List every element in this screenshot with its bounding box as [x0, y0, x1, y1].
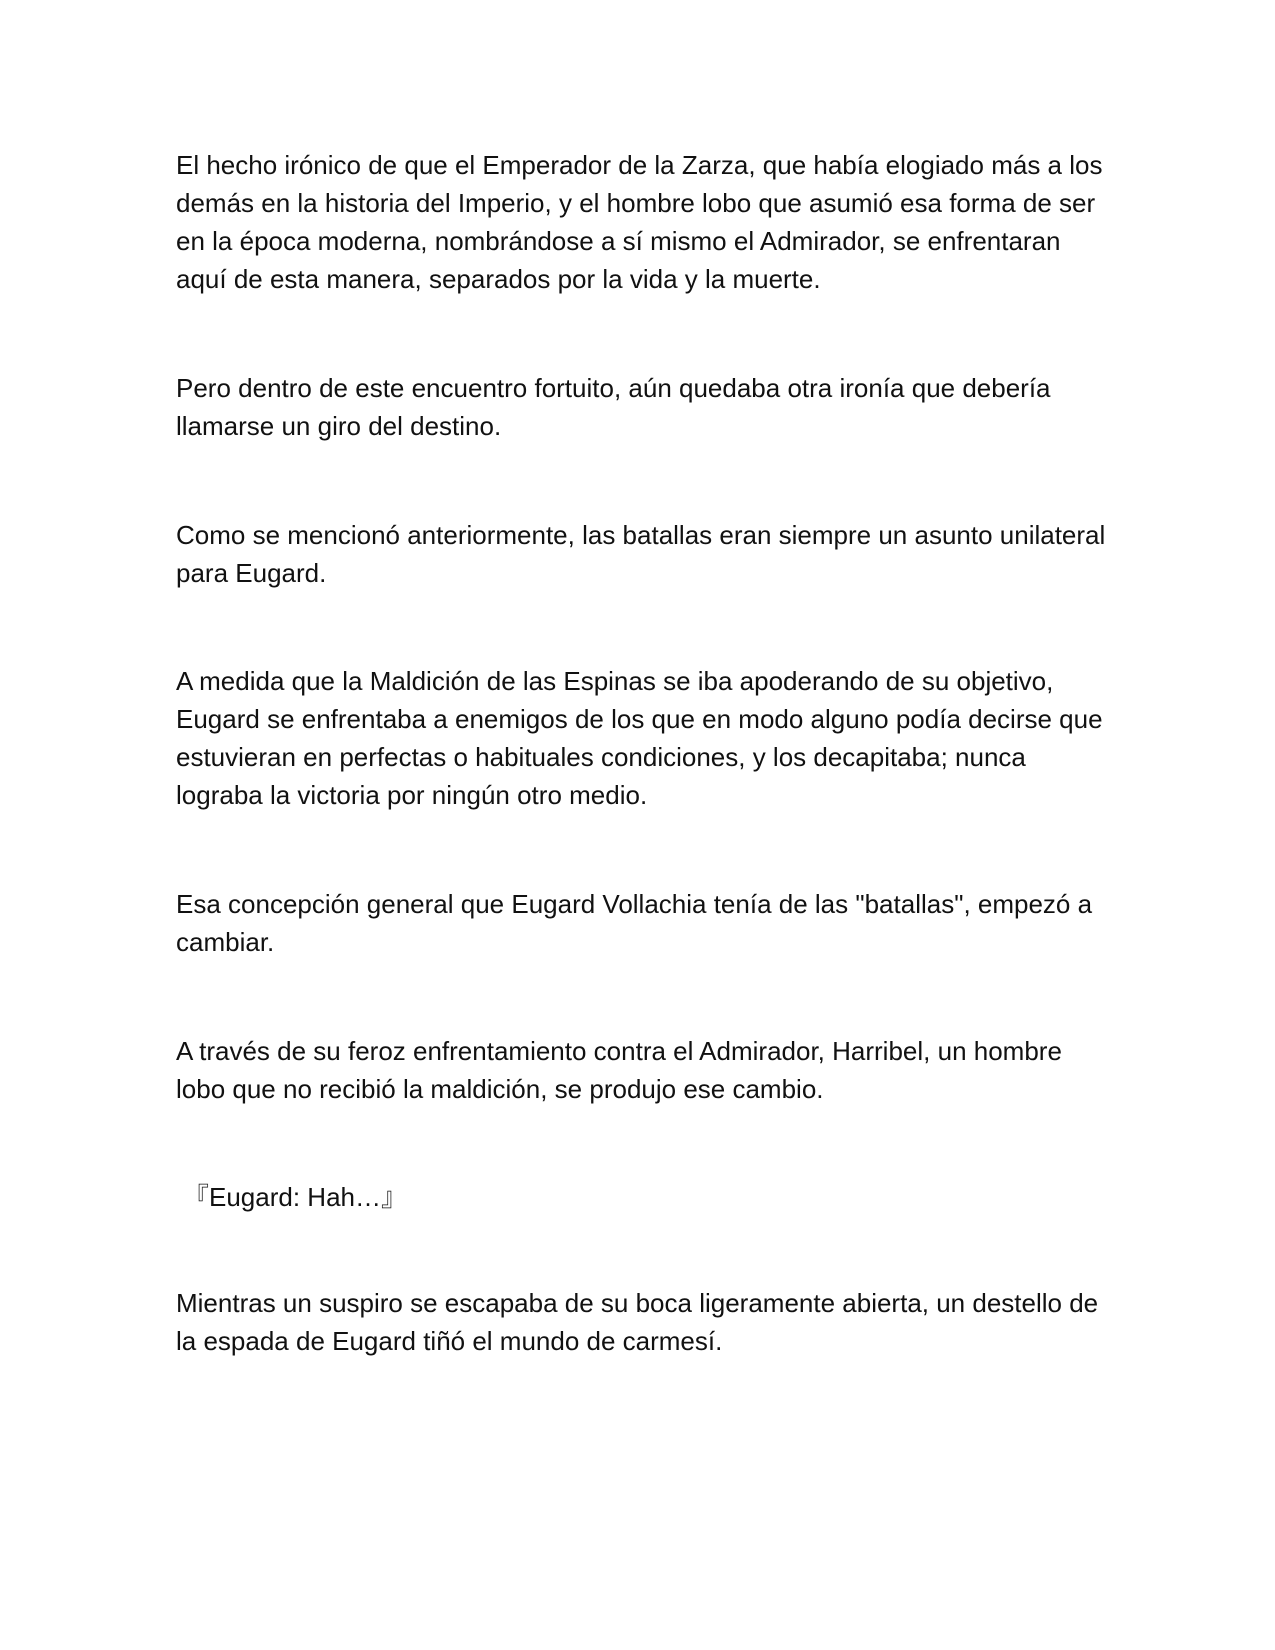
- paragraph-4: A medida que la Maldición de las Espinas se iba apoderando de su objetivo, Eugard se enfrentaba a enemigos de los que en modo alguno podía decirse que estuvieran en perfectas o habituales condiciones, y los decapitaba; nunca lograba la victoria por ningún otro medio.: [176, 666, 1103, 810]
- paragraph-8: Mientras un suspiro se escapaba de su boca ligeramente abierta, un destello de la espada de Eugard tiñó el mundo de carmesí.: [176, 1288, 1099, 1356]
- paragraph-3: Como se mencionó anteriormente, las batallas eran siempre un asunto unilateral para Eugard.: [176, 520, 1106, 588]
- paragraph-1: El hecho irónico de que el Emperador de la Zarza, que había elogiado más a los demás en la historia del Imperio, y el hombre lobo que asumió esa forma de ser en la época moderna, nombrándose a sí mismo el Admirador, se enfrentaran aquí de esta manera, separados por la vida y la muerte.: [176, 150, 1103, 294]
- dialogue-line: 『Eugard: Hah…』: [183, 1182, 407, 1212]
- paragraph-5: Esa concepción general que Eugard Vollachia tenía de las "batallas", empezó a cambiar.: [176, 889, 1093, 957]
- paragraph-2: Pero dentro de este encuentro fortuito, aún quedaba otra ironía que debería llamarse un giro del destino.: [176, 373, 1051, 441]
- paragraph-6: A través de su feroz enfrentamiento contra el Admirador, Harribel, un hombre lobo que no recibió la maldición, se produjo ese cambio.: [176, 1036, 1062, 1104]
